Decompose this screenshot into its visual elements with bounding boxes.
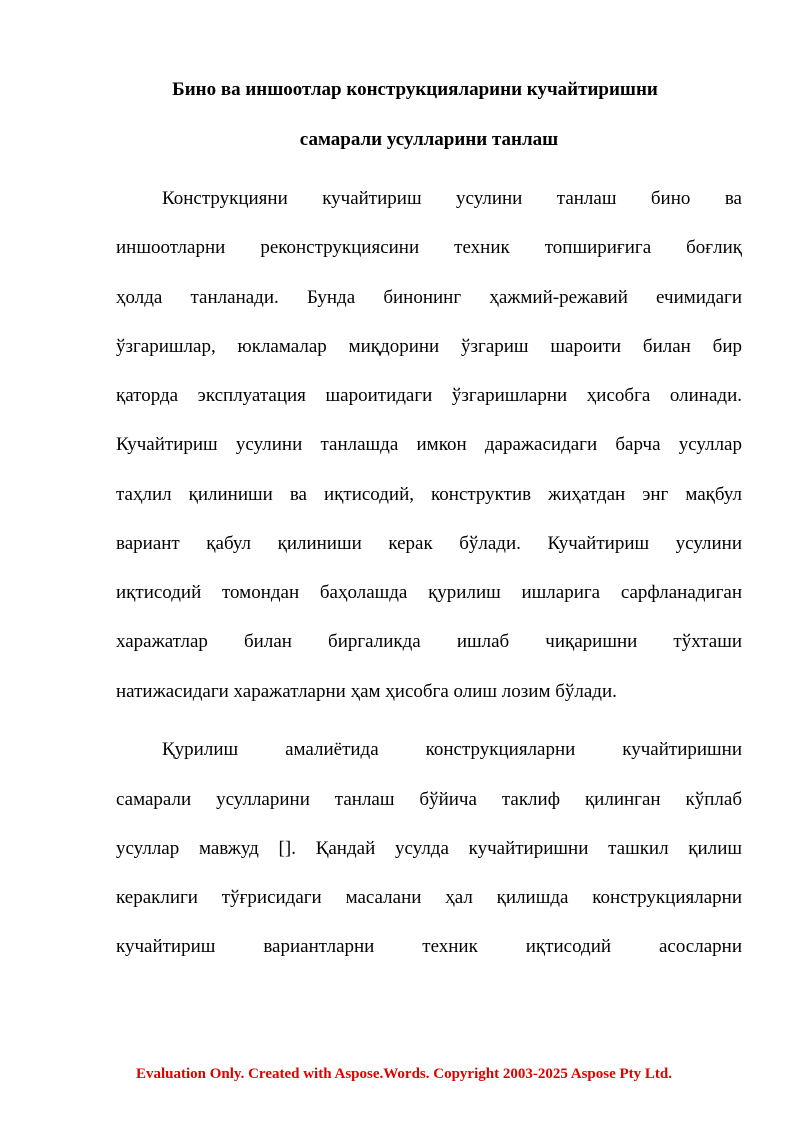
paragraph-1-line-11: натижасидаги харажатларни ҳам ҳисобга олиш лозим бўлади. <box>116 681 617 702</box>
paragraph-1-line-4: ўзгаришлар, юкламалар миқдорини ўзгариш шароити билан бир <box>116 336 742 357</box>
paragraph-1-line-8: вариант қабул қилиниши керак бўлади. Кучайтириш усулини <box>116 533 742 554</box>
paragraph-1-line-9: иқтисодий томондан баҳолашда қурилиш ишларига сарфланадиган <box>116 582 742 603</box>
paragraph-1-line-10: харажатлар билан биргаликда ишлаб чиқаришни тўхташи <box>116 631 742 652</box>
paragraph-1-line-1: Конструкцияни кучайтириш усулини танлаш бино ва <box>162 188 742 209</box>
paragraph-2-line-1: Қурилиш амалиётида конструкцияларни кучайтиришни <box>162 739 742 760</box>
paragraph-1-line-6: Кучайтириш усулини танлашда имкон даражасидаги барча усуллар <box>116 434 742 455</box>
document-title-line-1: Бино ва иншоотлар конструкцияларини кучайтиришни <box>172 79 658 100</box>
paragraph-2-line-5: кучайтириш вариантларни техник иқтисодий асосларни <box>116 936 742 957</box>
paragraph-1-line-7: таҳлил қилиниши ва иқтисодий, конструктив жиҳатдан энг мақбул <box>116 484 742 505</box>
paragraph-2-line-4: кераклиги тўғрисидаги масалани ҳал қилишда конструкцияларни <box>116 887 742 908</box>
paragraph-2-line-2: самарали усулларини танлаш бўйича таклиф қилинган кўплаб <box>116 789 742 810</box>
document-title-line-2: самарали усулларини танлаш <box>299 129 559 150</box>
paragraph-2-line-3: усуллар мавжуд []. Қандай усулда кучайтиришни ташкил қилиш <box>116 838 742 859</box>
paragraph-1-line-2: иншоотларни реконструкциясини техник топшириғига боғлиқ <box>116 237 742 258</box>
paragraph-1-line-3: ҳолда танланади. Бунда бинонинг ҳажмий-режавий ечимидаги <box>116 287 742 308</box>
paragraph-1-line-5: қаторда эксплуатация шароитидаги ўзгаришларни ҳисобга олинади. <box>116 385 742 406</box>
evaluation-watermark: Evaluation Only. Created with Aspose.Words. Copyright 2003-2025 Aspose Pty Ltd. <box>135 1066 673 1082</box>
